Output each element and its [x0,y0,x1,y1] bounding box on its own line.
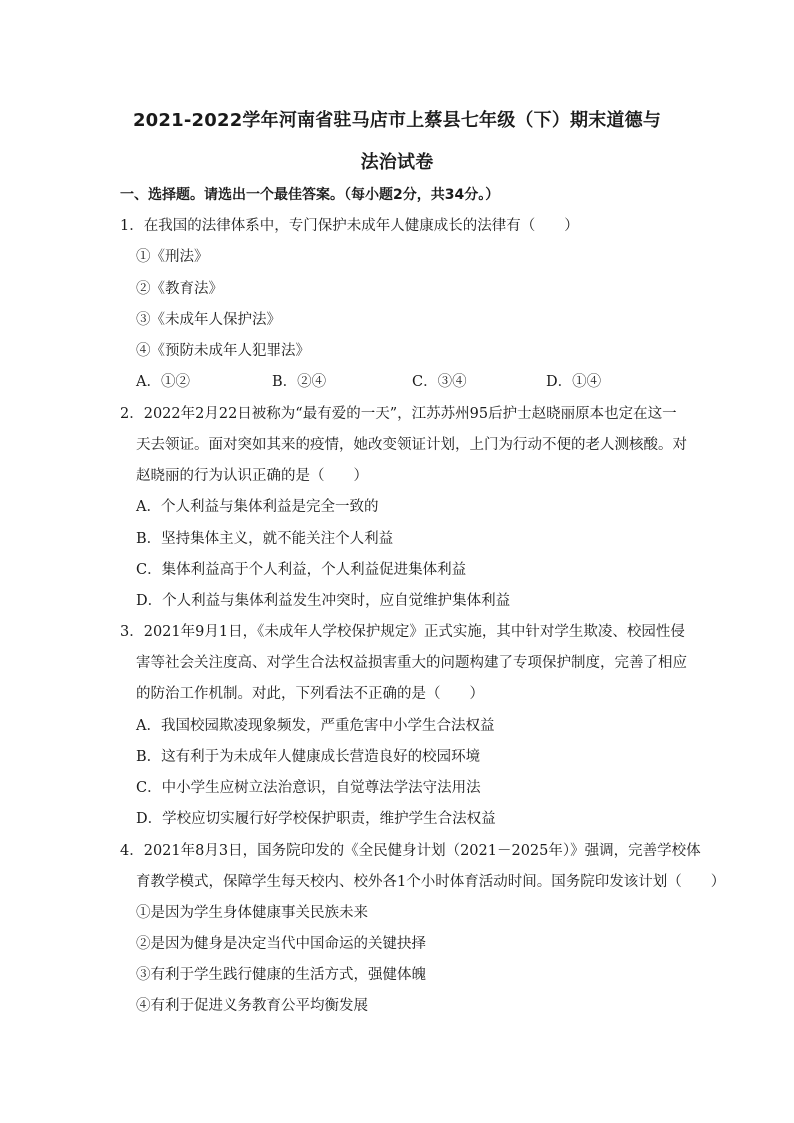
section-header: 一、选择题。请选出一个最佳答案。（每小题2分，共34分。） [120,187,500,203]
q1-choice-a: A．①② [136,374,190,390]
q4-stem-line1: 4．2021年8月3日，国务院印发的《全民健身计划（2021－2025年）》强调，完善学校体 [120,843,701,859]
q2-choice-c: C．集体利益高于个人利益，个人利益促进集体利益 [136,562,467,578]
q1-choice-d: D．①④ [546,374,602,390]
document-title-line2: 法治试卷 [360,152,434,173]
q3-stem-line1: 3．2021年9月1日，《未成年人学校保护规定》正式实施，其中针对学生欺凌、校园性侵 [120,624,685,640]
document-title-line1: 2021-2022学年河南省驻马店市上蔡县七年级（下）期末道德与 [132,110,662,131]
q3-stem-line3: 的防治工作机制。对此，下列看法不正确的是（ ） [136,686,484,702]
q2-stem-line3: 赵晓丽的行为认识正确的是（ ） [136,468,368,484]
q1-item-1: ①《刑法》 [136,249,209,265]
q2-choice-b: B．坚持集体主义，就不能关注个人利益 [136,531,394,547]
q1-stem: 1．在我国的法律体系中，专门保护未成年人健康成长的法律有（ ） [120,218,579,234]
q2-stem-line1: 2．2022年2月22日被称为“最有爱的一天”，江苏苏州95后护士赵晓丽原本也定在这一 [120,406,677,422]
q1-item-4: ④《预防未成年人犯罪法》 [136,343,310,359]
q1-choice-c: C．③④ [412,374,467,390]
q4-item-4: ④有利于促进义务教育公平均衡发展 [136,998,368,1014]
q3-choice-a: A．我国校园欺凌现象频发，严重危害中小学生合法权益 [136,718,495,734]
q1-choice-b: B．②④ [272,374,327,390]
q4-item-3: ③有利于学生践行健康的生活方式，强健体魄 [136,967,426,983]
q2-stem-line2: 天去领证。面对突如其来的疫情，她改变领证计划，上门为行动不便的老人测核酸。对 [136,437,687,453]
q1-item-2: ②《教育法》 [136,281,223,297]
q2-choice-a: A．个人利益与集体利益是完全一致的 [136,499,379,515]
q3-choice-c: C．中小学生应树立法治意识，自觉尊法学法守法用法 [136,780,481,796]
q4-stem-line2: 育教学模式，保障学生每天校内、校外各1个小时体育活动时间。国务院印发该计划（ ） [136,874,726,890]
q3-stem-line2: 害等社会关注度高、对学生合法权益损害重大的问题构建了专项保护制度，完善了相应 [136,655,687,671]
q1-item-3: ③《未成年人保护法》 [136,312,281,328]
q4-item-2: ②是因为健身是决定当代中国命运的关键抉择 [136,936,426,952]
q2-choice-d: D．个人利益与集体利益发生冲突时，应自觉维护集体利益 [136,593,511,609]
q3-choice-d: D．学校应切实履行好学校保护职责，维护学生合法权益 [136,811,496,827]
q4-item-1: ①是因为学生身体健康事关民族未来 [136,905,368,921]
q3-choice-b: B．这有利于为未成年人健康成长营造良好的校园环境 [136,749,481,765]
